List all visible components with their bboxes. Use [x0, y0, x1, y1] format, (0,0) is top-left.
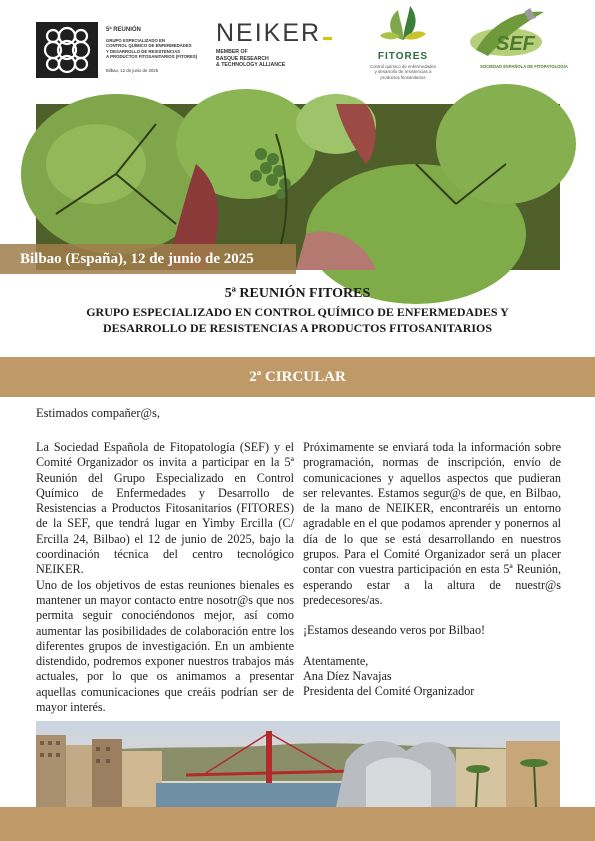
page-title: 5ª REUNIÓN FITORES	[224, 286, 371, 301]
sef-logo	[466, 6, 568, 72]
circular-heading: 2ª CIRCULAR	[0, 357, 595, 397]
title-block	[0, 284, 595, 336]
sef-wordmark: SEF	[496, 33, 535, 55]
letter-greeting: Estimados compañer@s,	[36, 406, 160, 420]
fitores-logo	[356, 0, 450, 80]
sef-emblem-icon	[466, 6, 568, 72]
neiker-logo	[216, 20, 336, 69]
letter-paragraph: Uno de los objetivos de estas reuniones bienales es mantener un mayor contacto entre nosotr@s que nos permita seguir conociéndonos mejor, así como aumentar las posibilidades de colaboración entre los diferentes grupos de investigación. En un ambiente distendido, podremos exponer nuestros trabajos más actuales, por lo que os animamos a presentar aquellas comunicaciones que creáis podrían ser de mayor interés.	[36, 577, 294, 715]
fitores-wordmark: FITORES	[377, 51, 429, 62]
reunion-logo-group: GRUPO ESPECIALIZADO EN CONTROL QUÍMICO DE ENFERMEDADES Y DESARROLLO DE RESISTENCIAS A PRODUCTOS FITOSANITARIOS (FITORES)	[106, 38, 198, 60]
reunion-logo-title: 5ª REUNIÓN	[106, 27, 141, 33]
sef-caption: SOCIEDAD ESPAÑOLA DE FITOPATOLOGÍA	[480, 64, 568, 69]
signer-name: Ana Díez Navajas	[303, 668, 392, 683]
bilbao-cityscape-image	[36, 721, 560, 807]
reunion-emblem-icon	[36, 22, 98, 78]
letter-paragraph: Próximamente se enviará toda la información sobre programación, normas de inscripción, envío de comunicaciones y aquellos aspectos que pudieran ser relevantes. Estamos segur@s de que, en Bilbao, de la mano de NEIKER, encontraréis un entorno agradable en el que podamos aprender y ponernos al día de lo que se está desarrollando en nuestros grupos. Para el Comité Organizador será un placer contar con vuestra participación en esta 5ª Reunión, esperando estar a la altura de nuestr@s predecesores/as.	[303, 440, 561, 607]
letter-right-column	[303, 440, 561, 699]
letter-paragraph: ¡Estamos deseando veros por Bilbao!	[303, 623, 486, 638]
neiker-wordmark: NEIKER	[216, 20, 336, 46]
neiker-tagline: MEMBER OF BASQUE RESEARCH & TECHNOLOGY ALLIANCE	[216, 49, 286, 69]
neiker-accent-bar	[323, 37, 332, 40]
page-subtitle: GRUPO ESPECIALIZADO EN CONTROL QUÍMICO DE ENFERMEDADES Y DESARROLLO DE RESISTENCIAS A PRODUCTOS FITOSANITARIOS	[86, 305, 509, 335]
letter-paragraph: La Sociedad Española de Fitopatología (SEF) y el Comité Organizador os invita a participar en la 5ª Reunión del Grupo Especializado en Control Químico de Enfermedades y Desarrollo de Resistencias a Productos Fitosanitarios (FITORES) de la SEF, que tendrá lugar en Yimby Ercilla (C/ Ercilla 24, Bilbao) el 12 de junio de 2025, bajo la coordinación técnica del centro tecnológico NEIKER.	[36, 440, 294, 577]
letter-closing: Atentamente,	[303, 653, 369, 668]
fitores-leaf-icon	[378, 0, 428, 44]
signer-role: Presidenta del Comité Organizador	[303, 684, 475, 699]
date-banner: Bilbao (España), 12 de junio de 2025	[0, 244, 296, 274]
footer-bar	[0, 807, 595, 841]
letter-left-column	[36, 440, 294, 715]
fitores-tagline: Control químico de enfermedades y desarrollo de resistencias a productos fitosanitarios	[369, 64, 437, 80]
reunion-logo-date: Bilbao, 12 de junio de 2025	[106, 67, 159, 73]
